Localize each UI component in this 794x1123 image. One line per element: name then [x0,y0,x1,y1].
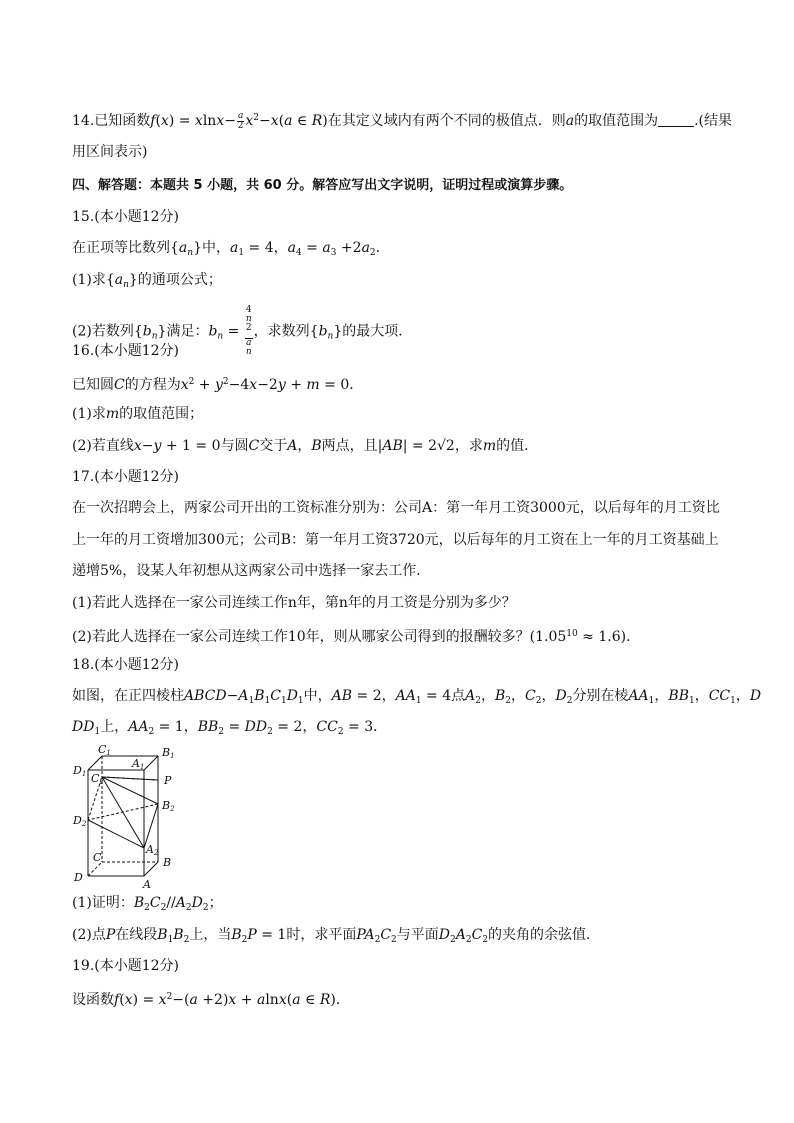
label-A1: A1 [132,757,145,771]
label-D2: D2 [73,814,87,828]
label-B2: B2 [162,799,175,813]
label-C2: C2 [91,772,104,786]
label-C1: C1 [98,743,111,757]
label-B: B [163,856,172,869]
label-D: D [74,871,83,884]
q17-stem-2: 上一年的月工资增加300元；公司B：第一年月工资3720元，以后每年的月工资在上一年的月工资基础上 [72,532,719,548]
q17-part1: (1)若此人选择在一家公司连续工作n年，第n年的月工资是分别为多少？ [72,595,516,611]
label-D1: D1 [73,764,87,778]
q16-part2: (2)若直线x−y + 1 = 0与圆C交于A，B两点，且|AB| = 2√2，求m的值． [72,438,539,454]
q14-line1: 14.已知函数f(x) = xlnx− $\frac{a}{2}$ $x^2-x(a$ ∈ R)在其定义域内有两个不同的极值点．则a的取值范围为 .(结果 [72,110,733,131]
q18-stem-2: $DD_1$上，$AA_2 = 1$，$BB_2 = DD_2 = 2$，$CC_2 = 3$． [72,719,388,737]
section-heading: 四、解答题：本题共 5 小题，共 60 分。解答应写出文字说明，证明过程或演算步骤。 [72,178,573,193]
label-A: A [143,878,151,890]
q17-title: 17.(本小题12分) [72,469,180,485]
q18-title: 18.(本小题12分) [72,657,180,673]
answer-blank [658,112,694,127]
q15-stem: 在正项等比数列$\{a_n\}$中，$a_1 = 4$，$a_4 = a_3 +2a_2$． [72,240,390,258]
label-C: C [93,851,102,864]
q16-stem: 已知圆C的方程为$x^2 + y^2-4x-2y + m = 0$． [72,377,364,393]
q16-title: 16.(本小题12分) [72,343,180,359]
q15-part2: (2)若数列$\{b_n\}$满足：$b_n$ = 4 n $^2$ a $_n$ ，求数列$\{b_n\}$的最大项． [72,305,413,357]
label-A2: A2 [146,843,159,857]
q19-stem: 设函数$f(x) = x^2-(a +2)x + alnx(a$ ∈ R)． [72,992,350,1008]
q18-part1: (1)证明：$B_2C_2//A_2D_2$； [72,895,223,913]
q14-line2: 用区间表示) [72,144,148,160]
q18-part2: (2)点P在线段$B_1B_2$上，当$B_2P = 1$时，求平面$PA_2C_2$与平面$D_2A_2C_2$的夹角的余弦值． [72,927,601,945]
label-B1: B1 [162,746,175,760]
q17-stem-1: 在一次招聘会上，两家公司开出的工资标准分别为：公司A：第一年月工资3000元，以后每年的月工资比 [72,500,720,516]
q16-part1: (1)求m的取值范围； [72,406,204,422]
q19-title: 19.(本小题12分) [72,958,180,974]
q17-part2: (2)若此人选择在一家公司连续工作10年，则从哪家公司得到的报酬较多？$(1.05^{10} \approx 1.6)$． [72,629,641,645]
q17-stem-3: 递增5%，设某人年初想从这两家公司中选择一家去工作． [72,563,431,579]
q18-stem-1: 如图，在正四棱柱$ABCD-A_1B_1C_1D_1$中，AB = 2，$AA_1 = 4$点$A_2$，$B_2$，$C_2$，$D_2$分别在棱$AA_1$，$BB_1$，$CC_1$，D [72,688,762,706]
q15-title: 15.(本小题12分) [72,209,180,225]
prism-figure [72,742,184,890]
label-P: P [164,774,172,787]
q15-part1: (1)求$\{a_n\}$的通项公式； [72,272,222,290]
